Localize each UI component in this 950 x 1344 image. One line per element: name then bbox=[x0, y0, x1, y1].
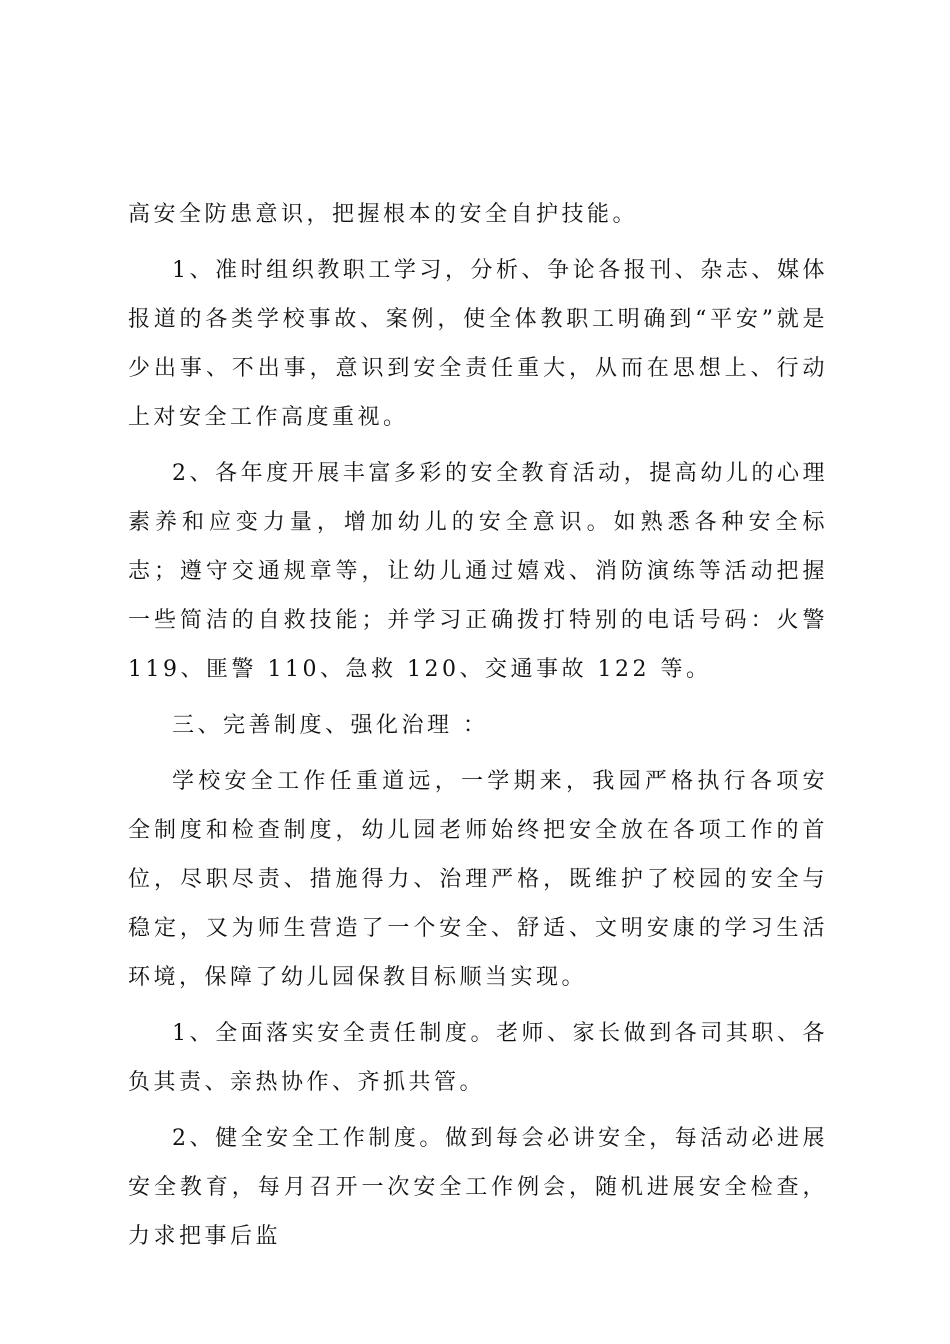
paragraph-6: 1、全面落实安全责任制度。老师、家长做到各司其职、各负其责、亲热协作、齐抓共管。 bbox=[128, 1021, 828, 1095]
section-heading: 三、完善制度、强化治理 ： bbox=[172, 713, 489, 738]
paragraph-3: 2、各年度开展丰富多彩的安全教育活动，提高幼儿的心理素养和应变力量，增加幼儿的安全意识。如熟悉各种安全标志；遵守交通规章等，让幼儿通过嬉戏、消防演练等活动把握一些简洁的自救技能；并学习正确拨打特别的电话号码：火警 119、匪警 110、急救 120、交通事故 122 等。 bbox=[128, 461, 828, 682]
paragraph-2: 1、准时组织教职工学习，分析、争论各报刊、杂志、媒体报道的各类学校事故、案例，使全体教职工明确到“平安”就是少出事、不出事，意识到安全责任重大，从而在思想上、行动上对安全工作高度重视。 bbox=[128, 258, 828, 430]
paragraph-1: 高安全防患意识，把握根本的安全自护技能。 bbox=[128, 202, 639, 227]
paragraph-7: 2、健全安全工作制度。做到每会必讲安全，每活动必进展安全教育，每月召开一次安全工作例会，随机进展安全检查，力求把事后监 bbox=[128, 1126, 828, 1249]
document-body bbox=[128, 190, 828, 1268]
paragraph-5: 学校安全工作任重道远，一学期来，我园严格执行各项安全制度和检查制度，幼儿园老师始终把安全放在各项工作的首位，尽职尽责、措施得力、治理严格，既维护了校园的安全与稳定，又为师生营造了一个安全、舒适、文明安康的学习生活环境，保障了幼儿园保教目标顺当实现。 bbox=[128, 769, 828, 990]
